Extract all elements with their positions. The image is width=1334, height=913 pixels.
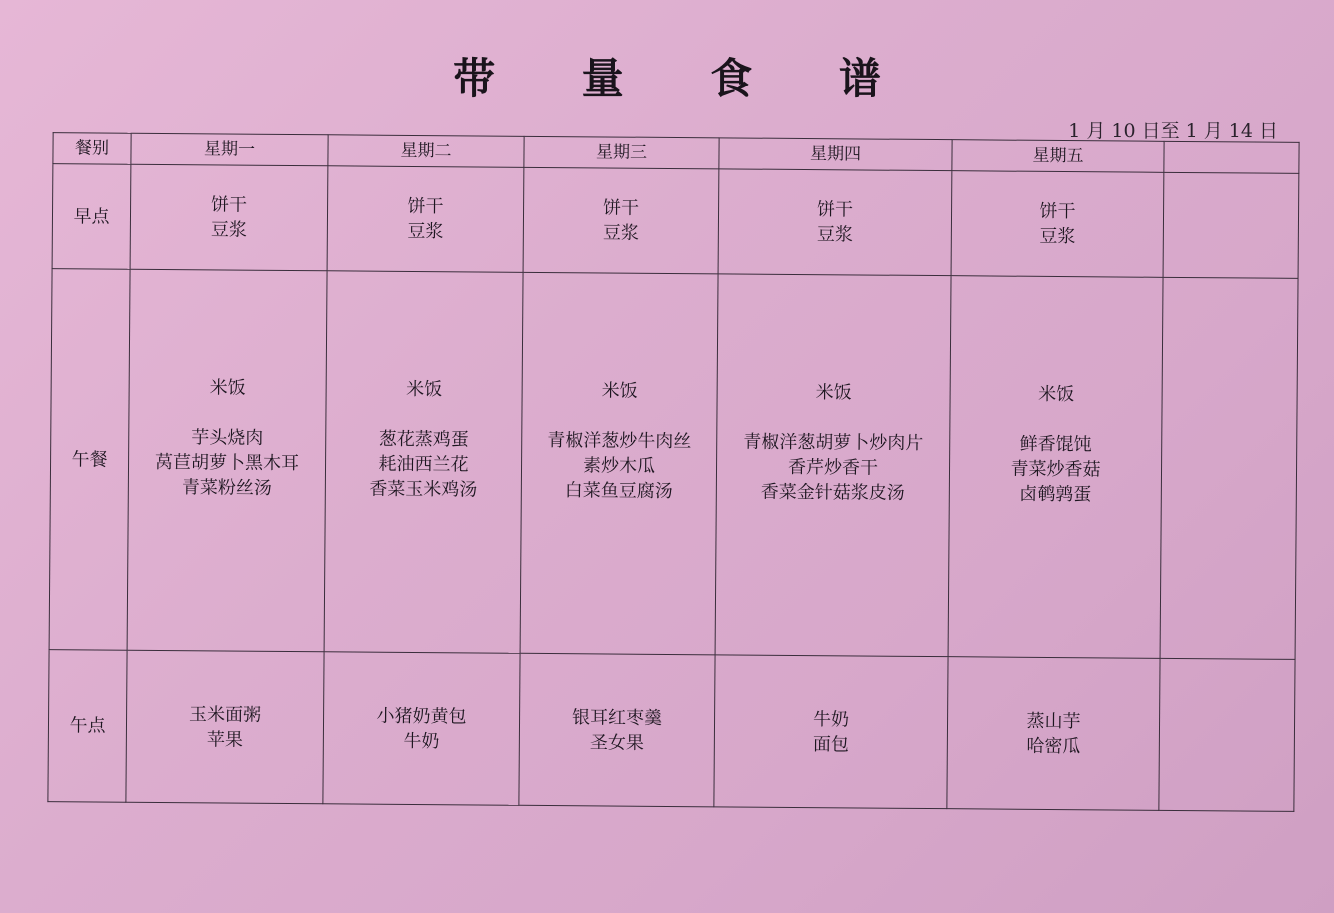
menu-item: 饼干 <box>816 199 854 221</box>
menu-item: 饼干 <box>1039 201 1076 223</box>
menu-item: 饼干 <box>602 197 640 219</box>
menu-item-staple: 米饭 <box>815 381 852 404</box>
menu-item: 葱花蒸鸡蛋 <box>378 428 469 451</box>
menu-item-staple: 米饭 <box>209 377 246 399</box>
header-day-tuesday: 星期二 <box>328 135 524 168</box>
lunch-cell-tuesday <box>324 271 523 653</box>
menu-item: 青椒洋葱胡萝卜炒肉片 <box>743 431 924 454</box>
menu-item: 青椒洋葱炒牛肉丝 <box>547 429 692 453</box>
menu-item: 牛奶 <box>403 730 440 752</box>
page-title: 带 量 食 谱 <box>453 54 917 103</box>
menu-item: 青菜炒香菇 <box>1010 458 1101 481</box>
menu-item-staple: 米饭 <box>406 378 443 401</box>
table-row-breakfast <box>52 164 1299 279</box>
menu-item: 耗油西兰花 <box>378 453 469 476</box>
menu-item: 香菜金针菇浆皮汤 <box>760 481 905 504</box>
header-day-friday: 星期五 <box>952 140 1164 173</box>
snack-cell-friday <box>947 657 1160 810</box>
lunch-cell-wednesday <box>520 273 718 655</box>
menu-item: 青菜粉丝汤 <box>181 477 272 499</box>
table-row-snack <box>48 650 1295 812</box>
menu-item: 小猪奶黄包 <box>376 705 467 728</box>
menu-item: 苹果 <box>206 728 243 751</box>
menu-item: 饼干 <box>407 196 444 218</box>
meal-label-lunch: 午餐 <box>49 269 130 650</box>
lunch-cell-friday <box>948 276 1163 658</box>
menu-item: 饼干 <box>210 194 248 216</box>
menu-item: 素炒木瓜 <box>582 455 656 477</box>
header-day-wednesday: 星期三 <box>524 136 719 169</box>
menu-item: 圣女果 <box>589 731 644 754</box>
header-day-monday: 星期一 <box>131 133 328 166</box>
snack-cell-tuesday <box>323 652 520 805</box>
snack-cell-monday <box>126 650 324 803</box>
menu-item: 银耳红枣羹 <box>571 706 663 729</box>
breakfast-cell-thursday <box>718 169 952 276</box>
snack-cell-thursday <box>714 655 948 809</box>
menu-item: 卤鹌鹑蛋 <box>1019 483 1092 506</box>
header-meal-type: 餐别 <box>53 133 131 165</box>
menu-item: 白菜鱼豆腐汤 <box>564 480 673 502</box>
menu-item: 面包 <box>812 733 849 756</box>
meal-label-snack: 午点 <box>48 650 127 802</box>
menu-item: 豆浆 <box>816 224 853 246</box>
breakfast-cell-monday <box>130 164 328 271</box>
menu-item-staple: 米饭 <box>1038 383 1075 406</box>
lunch-cell-monday <box>127 270 327 652</box>
menu-item: 香芹炒香干 <box>787 456 879 479</box>
menu-item: 豆浆 <box>210 219 247 241</box>
snack-cell-blank <box>1159 659 1295 812</box>
menu-table <box>47 132 1299 812</box>
menu-item: 蒸山芋 <box>1026 710 1081 732</box>
date-range: 1 月 10 日至 1 月 14 日 <box>1068 120 1278 142</box>
lunch-cell-thursday <box>715 274 951 657</box>
menu-item: 哈密瓜 <box>1026 735 1081 757</box>
header-day-blank <box>1164 141 1299 173</box>
table-row-lunch <box>49 269 1298 660</box>
meal-label-breakfast: 早点 <box>52 164 131 270</box>
breakfast-cell-wednesday <box>523 167 719 274</box>
menu-item: 鲜香馄饨 <box>1019 433 1092 456</box>
menu-item: 莴苣胡萝卜黑木耳 <box>154 451 300 474</box>
snack-cell-wednesday <box>519 654 715 807</box>
lunch-cell-blank <box>1160 278 1298 660</box>
menu-item: 豆浆 <box>407 221 444 243</box>
menu-item-staple: 米饭 <box>601 380 638 402</box>
menu-item: 豆浆 <box>1039 226 1076 248</box>
menu-item: 香菜玉米鸡汤 <box>369 478 478 501</box>
header-day-thursday: 星期四 <box>719 138 952 171</box>
menu-item: 牛奶 <box>812 708 850 731</box>
menu-item: 玉米面粥 <box>188 703 262 726</box>
breakfast-cell-tuesday <box>327 166 524 273</box>
breakfast-cell-friday <box>951 171 1164 278</box>
menu-item: 豆浆 <box>602 222 639 244</box>
breakfast-cell-blank <box>1163 172 1299 279</box>
menu-item: 芋头烧肉 <box>191 427 264 449</box>
